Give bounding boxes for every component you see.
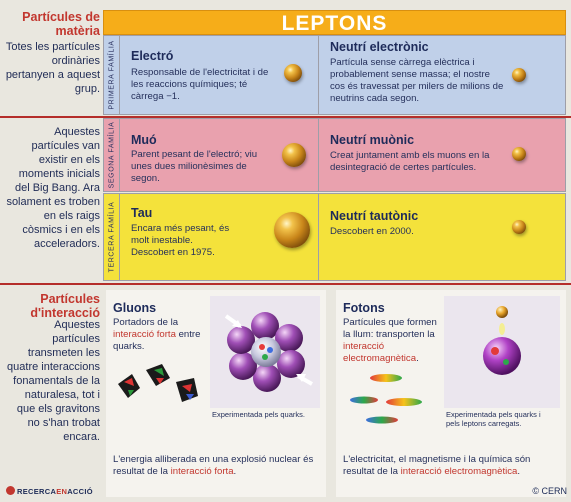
family-label: TERCERA FAMÍLIA xyxy=(108,201,115,273)
photons-desc-a: Partícules que formen la llum: transporten la xyxy=(343,317,437,340)
logo-text-a: RECERCA xyxy=(17,487,57,496)
particle-name-tau-neutrino: Neutrí tautònic xyxy=(330,209,419,223)
particle-name-muon: Muó xyxy=(131,133,157,147)
nucleus-sphere-icon xyxy=(483,337,521,375)
gluons-footer-a: L'energia alliberada en una explosió nuclear és resultat de la xyxy=(113,454,314,477)
photons-caption: Experimentada pels quarks i pels leptons carregats. xyxy=(446,410,541,428)
electron-neutrino-sphere-icon xyxy=(512,68,526,82)
quark-piece-right-icon xyxy=(176,378,198,402)
gluons-description xyxy=(113,317,203,353)
muon-neutrino-sphere-icon xyxy=(512,147,526,161)
logo-text-b: EN xyxy=(56,487,68,496)
photons-footer-a: L'electricitat, el magnetisme i la química són resultat de la xyxy=(343,454,531,477)
logo-mark-icon xyxy=(6,486,15,495)
logo-text-c: ACCIÓ xyxy=(67,487,93,496)
arrow-icon-top xyxy=(226,316,242,328)
family-row-1 xyxy=(103,35,566,115)
gluons-desc-highlight: interacció forta xyxy=(113,329,176,340)
leptons-title: LEPTONS xyxy=(281,12,388,35)
arrow-icon-bottom xyxy=(296,374,312,384)
particle-desc-tau: Encara més pesant, és molt inestable. Descobert en 1975. xyxy=(131,223,230,258)
photons-footer-c: . xyxy=(517,466,521,477)
tau-sphere-icon xyxy=(274,212,310,248)
family-label: SEGONA FAMÍLIA xyxy=(108,121,115,189)
quark-pieces-illustration xyxy=(114,362,204,414)
gluons-caption: Experimentada pels quarks. xyxy=(212,410,305,419)
gluon-image-box xyxy=(210,296,320,408)
photon-streak-icon xyxy=(350,397,378,404)
photon-atom-illustration xyxy=(444,296,560,408)
early-particles-text: Aquestes partícules van existir en els moments inicials del Big Bang. Ara solament es troben en els raigs còsmics i en els acceleradors. xyxy=(6,126,100,250)
photons-footer-highlight: interacció electromagnètica xyxy=(400,466,518,477)
interaction-section-text: Aquestes partícules transmeten les quatre interaccions fonamentals de la naturalesa, tot i que els gravitons no s'han trobat encara. xyxy=(7,319,100,443)
particle-desc-muon-neutrino: Creat juntament amb els muons en la desintegració de certes partícules. xyxy=(330,150,490,173)
particle-name-electron: Electró xyxy=(131,49,174,63)
column-divider xyxy=(318,119,319,191)
family-row-3 xyxy=(103,193,566,281)
photons-title: Fotons xyxy=(343,301,385,315)
family-row-2 xyxy=(103,118,566,192)
interaction-section-title: Partícules d'interacció xyxy=(30,292,100,320)
quark-piece-left-icon xyxy=(118,374,140,398)
tau-neutrino-sphere-icon xyxy=(512,220,526,234)
family-label-box xyxy=(104,194,120,280)
photons-desc-highlight: interacció electromagnètica xyxy=(343,341,417,364)
copyright-notice: © CERN xyxy=(532,486,567,496)
photon-streak-icon xyxy=(366,417,398,424)
photon-streak-icon xyxy=(386,398,422,406)
leptons-header xyxy=(103,10,566,35)
family-label-box xyxy=(104,36,120,114)
gluons-footer xyxy=(113,454,319,478)
gluons-panel xyxy=(106,290,326,497)
photon-streaks-illustration xyxy=(342,370,442,430)
gluons-desc-c: entre quarks. xyxy=(113,329,201,352)
family-label-box xyxy=(104,119,120,191)
particle-desc-tau-neutrino: Descobert en 2000. xyxy=(330,226,414,237)
particle-desc-electron: Responsable de l'electricitat i de les reaccions químiques; té càrrega −1. xyxy=(131,67,269,102)
photons-footer xyxy=(343,454,557,478)
electron-small-sphere-icon xyxy=(496,306,508,318)
gluons-title: Gluons xyxy=(113,301,157,315)
photon-streak-icon xyxy=(370,374,402,382)
divider-line-2 xyxy=(0,283,571,285)
particle-name-electron-neutrino: Neutrí electrònic xyxy=(330,40,429,54)
particle-desc-muon: Parent pesant de l'electró; viu unes dues milionèsimes de segon. xyxy=(131,149,258,184)
gluons-desc-a: Portadors de la xyxy=(113,317,179,328)
matter-section-text: Totes les partícules ordinàries pertanyen a aquest grup. xyxy=(5,41,100,95)
gluons-footer-highlight: interacció forta xyxy=(170,466,234,477)
muon-sphere-icon xyxy=(282,143,306,167)
gluons-footer-c: . xyxy=(233,466,237,477)
particle-name-tau: Tau xyxy=(131,206,153,220)
column-divider xyxy=(318,36,319,114)
recerca-en-accio-logo xyxy=(6,486,93,496)
gluon-cluster-illustration xyxy=(210,296,320,408)
matter-section-title: Partícules de matèria xyxy=(22,10,100,38)
electron-sphere-icon xyxy=(284,64,302,82)
photons-description xyxy=(343,317,441,365)
particle-desc-electron-neutrino: Partícula sense càrrega elèctrica i probablement sense massa; el nostre cos és travessat per milers de milions de neutrins cada segon. xyxy=(330,57,504,104)
quark-piece-middle-icon xyxy=(146,364,170,386)
particle-name-muon-neutrino: Neutrí muònic xyxy=(330,133,415,147)
photons-desc-c: . xyxy=(416,353,419,364)
photon-image-box xyxy=(444,296,560,408)
column-divider xyxy=(318,194,319,280)
family-label: PRIMERA FAMÍLIA xyxy=(108,40,115,110)
photons-panel xyxy=(336,290,566,497)
exchange-photon-icon xyxy=(499,323,505,335)
